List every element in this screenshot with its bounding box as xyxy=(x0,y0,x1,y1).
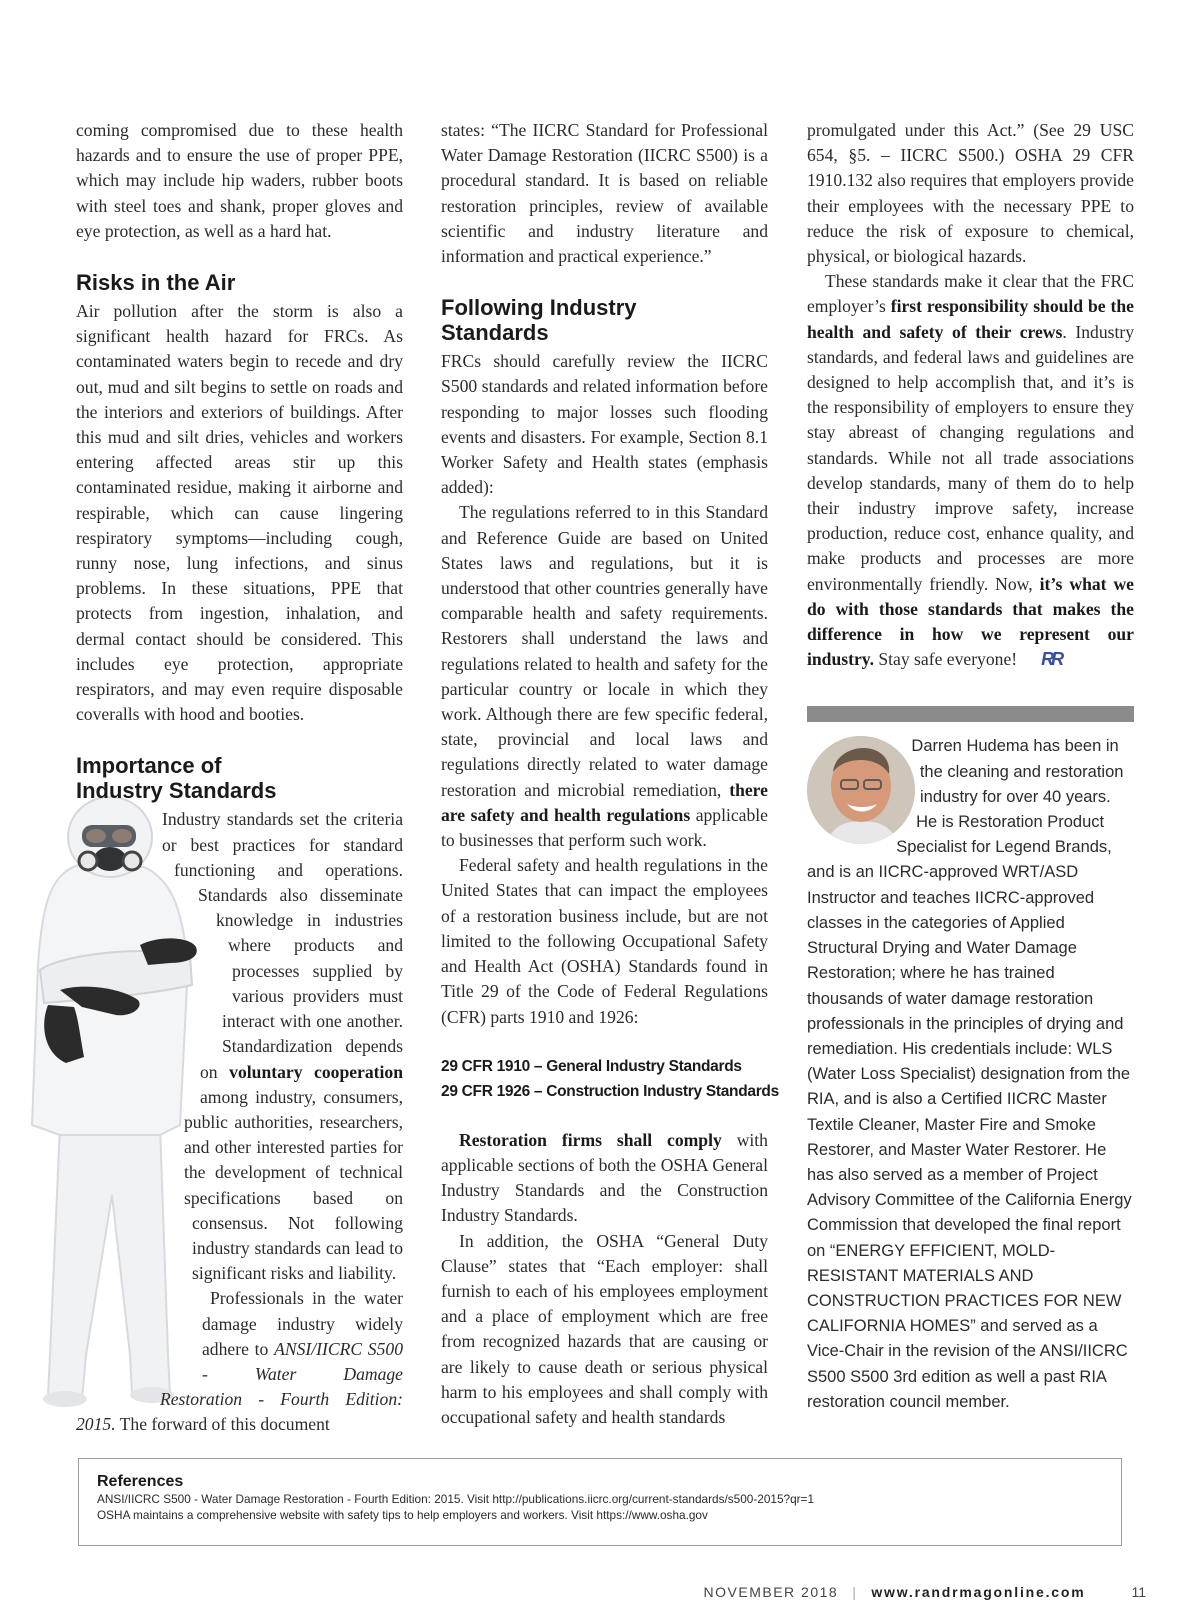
issue-date: NOVEMBER 2018 xyxy=(703,1584,839,1600)
cfr-1926: 29 CFR 1926 – Construction Industry Standards xyxy=(441,1082,779,1100)
references-title: References xyxy=(97,1473,184,1490)
reference-item: OSHA maintains a comprehensive website with safety tips to help employers and workers. Visit https://www.osha.gov xyxy=(97,1508,708,1522)
paragraph-quote: The regulations referred to in this Standard and Reference Guide are based on United States laws and regulations, but it is understood that other countries generally have comparable health and safety requirements. Restorers shall understand the laws and regulations related to health and safety for the particular country or locale in which they work. Although there are few specific federal, state, provincial and local laws and regulations directly related to water damage restoration and microbial remediation, there are safety and health regulations applicable to businesses that perform such work. xyxy=(441,502,768,851)
paragraph: Federal safety and health regulations in the United States that can impact the employees of a restoration business include, but are not limited to the following Occupational Safety and Health Act (OSHA) Standards found in Title 29 of the Code of Federal Regulations (CFR) parts 1910 and 1926: xyxy=(441,855,768,1027)
wrap-around-figure xyxy=(76,807,403,1437)
reference-item: ANSI/IICRC S500 - Water Damage Restoration - Fourth Edition: 2015. Visit http://publications.iicrc.org/current-standards/s500-2015?qr=1 xyxy=(97,1492,815,1506)
page-footer xyxy=(704,1584,1146,1600)
paragraph: In addition, the OSHA “General Duty Clause” states that “Each employer: shall furnish to each of his employees employment and a place of employment which are free from recognized hazards that are causing or are likely to cause death or serious physical harm to his employees and shall comply with occupational safety and health standards xyxy=(441,1230,768,1427)
column-2 xyxy=(441,118,779,1430)
footer-separator: | xyxy=(852,1584,858,1600)
heading-following-industry-standards: Following Industry Standards xyxy=(441,295,637,346)
randr-logo-icon: RR xyxy=(1041,649,1062,670)
column-3 xyxy=(807,118,1134,1415)
paragraph: promulgated under this Act.” (See 29 USC 654, §5. – IICRC S500.) OSHA 29 CFR 1910.132 also requires that employers provide their employees with the necessary PPE to reduce the risk of exposure to chemical, physical, or biological hazards. xyxy=(807,120,1134,267)
paragraph: states: “The IICRC Standard for Professional Water Damage Restoration (IICRC S500) is a procedural standard. It is based on reliable restoration principles, review of available scientific and industry literature and information and practical experience.” xyxy=(441,120,768,267)
heading-risks-in-the-air: Risks in the Air xyxy=(76,270,236,296)
page-number: 11 xyxy=(1131,1584,1146,1600)
column-1 xyxy=(76,118,403,1438)
cfr-1910: 29 CFR 1910 – General Industry Standards xyxy=(441,1057,742,1075)
divider-bar xyxy=(807,706,1134,722)
website-link[interactable]: www.randrmagonline.com xyxy=(871,1584,1086,1600)
paragraph: coming compromised due to these health hazards and to ensure the use of proper PPE, which may include hip waders, rubber boots with steel toes and shank, proper gloves and eye protection, as well as a hard hat. xyxy=(76,120,403,241)
author-photo xyxy=(807,736,915,844)
heading-importance-of-industry-standards: Importance of Industry Standards xyxy=(76,753,277,804)
author-bio: Darren Hudema has been in the cleaning and restoration industry for over 40 years. He is Restoration Product Specialist for Legend Brands, and is an IICRC-approved WRT/ASD Instructor and teaches IICRC-approved classes in the categories of Applied Structural Drying and Water Damage Restoration; where he has trained thousands of water damage restoration professionals in the principles of drying and remediation. His credentials include: WLS (Water Loss Specialist) designation from the RIA, and is also a Certified IICRC Master Textile Cleaner, Master Fire and Smoke Restorer, and Master Water Restorer. He has also served as a member of Project Advisory Committee of the California Energy Commission that developed the final report on “ENERGY EFFICIENT, MOLD-RESISTANT MATERIALS AND CONSTRUCTION PRACTICES FOR NEW CALIFORNIA HOMES” and served as a Vice-Chair in the revision of the ANSI/IICRC S500 S500 3rd edition as well a past RIA restoration council member. xyxy=(807,737,1132,1411)
cfr-list xyxy=(441,1054,779,1104)
paragraph: Air pollution after the storm is also a significant health hazard for FRCs. As contaminated waters begin to recede and dry out, mud and silt begins to settle on roads and the interiors and exteriors of buildings. After this mud and silt dries, vehicles and workers entering affected areas stir up this contaminated residue, making it airborne and respirable, which can cause lingering respiratory symptoms—including cough, runny nose, lung infections, and sinus problems. In these situations, PPE that protects from ingestion, inhalation, and dermal contact should be considered. This includes eye protection, appropriate respirators, and may even require disposable coveralls with hood and booties. xyxy=(76,301,403,725)
paragraph-professionals: Professionals in the water damage industry widely adhere to ANSI/IICRC S500 - Water Damage Restoration - Fourth Edition: 2015. The forward of this document xyxy=(76,1288,403,1435)
paragraph: These standards make it clear that the FRC employer’s first responsibility should be the health and safety of their crews. Industry standards, and federal laws and guidelines are designed to help accomplish that, and it’s is the responsibility of employers to ensure they stay abreast of changing regulations and standards. While not all trade associations develop standards, many of them do to help their industry improve safety, increase production, reduce cost, enhance quality, and make products and processes are more environmentally friendly. Now, it’s what we do with those standards that makes the difference in how we represent our industry. Stay safe everyone! RR xyxy=(807,269,1134,672)
paragraph: Restoration firms shall comply with applicable sections of both the OSHA General Industry Standards and the Construction Industry Standards. xyxy=(441,1129,768,1226)
paragraph: FRCs should carefully review the IICRC S500 standards and related information before responding to major losses such flooding events and disasters. For example, Section 8.1 Worker Safety and Health states (emphasis added): xyxy=(441,351,768,498)
paragraph-industry-standards: Industry standards set the criteria or best practices for standard functioning and operations. Standards also disseminate knowledge in industries where products and processes supplied by various providers must interact with one another. Standardization depends on voluntary cooperation among industry, consumers, public authorities, researchers, and other interested parties for the development of technical specifications based on consensus. Not following industry standards can lead to significant risks and liability. xyxy=(162,809,403,1284)
references-box xyxy=(78,1458,1122,1546)
